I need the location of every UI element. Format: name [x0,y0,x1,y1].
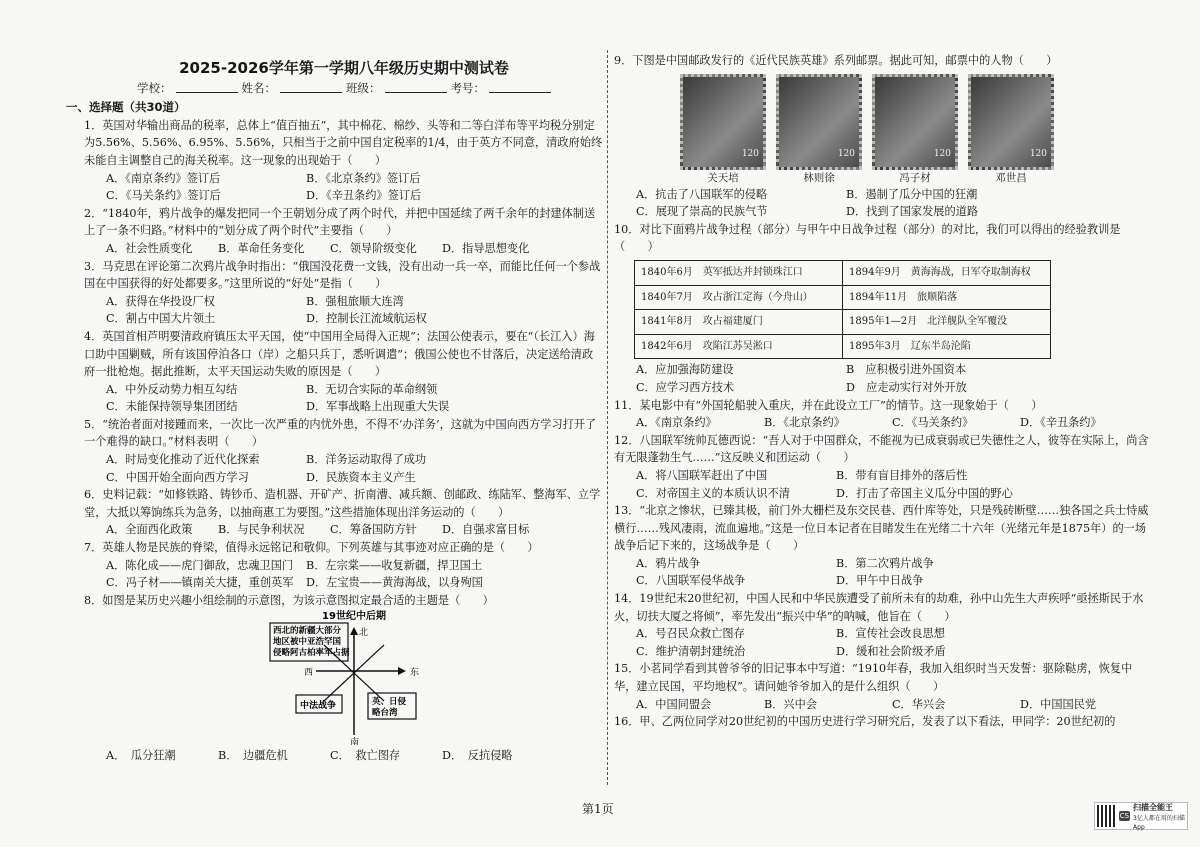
page-title: 2025-2026学年第一学期八年级历史期中测试卷 [179,59,509,77]
timeline-row [635,334,1051,359]
timeline-cell: 1895年1—2月 北洋舰队全军覆没 [843,310,1051,335]
q9-option-d[interactable]: D．找到了国家发展的道路 [846,205,979,219]
box-se-line2: 略台湾 [372,708,398,719]
q13-option-c[interactable]: C．八国联军侵华战争 [636,574,746,588]
q4-stem: 4．英国首相芦明要清政府镇压太平天国，使“中国用全局得入正规”；法国公使表示，要在“（长江入）海口助中国剿贼，所有该国停泊各口（岸）之船只兵丁，悉听调遣”；俄国公使也不甘落后，决定送给清政府一批枪炮。据此推断，太平天国运动失败的原因是（ ） [84,329,595,379]
q15-options [614,696,1154,714]
q14-option-a[interactable]: A．号召民众救亡图存 [636,627,745,641]
q10-timeline-table [634,260,1051,359]
q6-options [84,521,604,539]
q12-option-b[interactable]: B．带有盲目排外的落后性 [836,468,968,482]
school-label: 学校： [137,80,172,95]
q1-option-b[interactable]: B．《北京条约》签订后 [306,171,421,185]
q7-option-b[interactable]: B．左宗棠——收复新疆，捍卫国土 [306,558,483,572]
q13-option-a[interactable]: A．鸦片战争 [636,556,701,570]
q14-options [614,625,1154,660]
stamp-3 [872,74,958,186]
q2-options [84,240,604,258]
column-divider [607,50,608,785]
stamp-value: 120 [837,149,855,159]
q3-stem: 3．马克思在评论第二次鸦片战争时指出：“俄国没花费一文钱，没有出动一兵一卒，而能比任何一个参战国在中国获得的好处都要多。”这里所说的“好处”是指（ ） [84,259,601,291]
q11-option-c[interactable]: C．《马关条约》 [892,416,974,430]
scanner-name-text: 扫描全能王 [1133,802,1174,812]
q1-option-c[interactable]: C．《马关条约》签订后 [106,189,221,203]
q10-options [614,361,1154,396]
timeline-cell: 1840年7月 攻占浙江定海（今舟山） [635,285,843,310]
q7-option-a[interactable]: A．陈化成——虎门御敌，忠魂卫国门 [106,558,294,572]
timeline-cell: 1840年6月 英军抵达并封锁珠江口 [635,260,843,285]
label-north: 北 [359,628,369,639]
scanner-name [1133,802,1187,831]
q15-option-c[interactable]: C．华兴会 [892,697,946,711]
section-heading: 一、选择题（共30道） [66,100,186,115]
q4-option-b[interactable]: B．无切合实际的革命纲领 [306,382,438,396]
stamp-image [776,74,862,170]
q5-option-a[interactable]: A．时局变化推动了近代化探索 [106,453,260,467]
stamp-4 [968,74,1054,186]
timeline-cell: 1895年3月 辽东半岛沦陷 [843,334,1051,359]
class-label: 班级： [346,80,381,95]
stamp-1 [680,74,766,186]
q11-options [614,414,1154,432]
q8-diagram [84,609,604,745]
arrow-east [398,667,406,675]
q8-option-d[interactable]: D． 反抗侵略 [442,749,513,763]
q5-option-b[interactable]: B．洋务运动取得了成功 [306,453,427,467]
q11-stem: 11．某电影中有“外国轮船驶入重庆，并在此设立工厂”的情节。这一现象始于（ ） [614,398,1043,412]
exam-number-label: 考号： [450,80,485,95]
q15-option-a[interactable]: A．中国同盟会 [636,697,712,711]
timeline-row [635,285,1051,310]
q10-option-d[interactable]: D 应走动实行对外开放 [846,380,967,394]
timeline-cell: 1841年8月 攻占福建厦门 [635,310,843,335]
stamp-value: 120 [741,149,759,159]
timeline-row [635,260,1051,285]
q9-option-b[interactable]: B．遏制了瓜分中国的狂潮 [846,187,978,201]
right-column [614,52,1154,731]
arrow-north [350,627,358,635]
timeline-cell: 1894年9月 黄海海战，日军夺取制海权 [843,260,1051,285]
q5-option-d[interactable]: D．民族资本主义产生 [306,470,416,484]
q10-option-a[interactable]: A．应加强海防建设 [636,363,734,377]
stamp-name: 关天培 [707,171,739,184]
q5-option-c[interactable]: C．中国开始全面向西方学习 [106,470,249,484]
q1-option-a[interactable]: A．《南京条约》签订后 [106,171,221,185]
q12-stem: 12．八国联军统帅瓦德西说：“吾人对于中国群众，不能视为已成衰弱或已失德性之人，彼等在实际上，尚含有无限蓬勃生气……”这反映义和团运动（ ） [614,433,1149,465]
q11-option-b[interactable]: B．《北京条约》 [764,416,845,430]
q4-option-d[interactable]: D．军事战略上出现重大失误 [306,400,450,414]
exam-number-blank[interactable] [489,80,551,93]
q1-option-d[interactable]: D．《辛丑条约》签订后 [306,189,422,203]
q13-options [614,555,1154,590]
q14-option-d[interactable]: D．缓和社会阶级矛盾 [836,644,946,658]
stamp-value: 120 [933,149,951,159]
q6-option-d[interactable]: D．自强求富目标 [442,523,530,537]
q12-options [614,467,1154,502]
q12-option-c[interactable]: C．对帝国主义的本质认识不清 [636,486,790,500]
q1-options [84,170,604,205]
stamp-value: 120 [1029,149,1047,159]
cs-badge: CS [1119,812,1130,820]
q10-stem: 10．对比下面鸦片战争过程（部分）与甲午中日战争过程（部分）的对比，我们可以得出的经验教训是（ ） [614,222,1121,254]
q8-option-b[interactable]: B． 边疆危机 [218,749,288,763]
stamp-row [680,74,1154,186]
q13-option-d[interactable]: D．甲午中日战争 [836,574,924,588]
q11-option-a[interactable]: A．《南京条约》 [636,416,717,430]
box-se-line1: 英、日侵 [372,697,407,708]
q6-option-b[interactable]: B．与民争利状况 [218,523,305,537]
q3-options [84,293,604,328]
q6-stem: 6．史料记载：“如修铁路、铸钞币、造机器、开矿产、折南漕、减兵额、创邮政、练陆军、整海军、立学堂，大抵以筹饷练兵为急务，以抽商惠工为要图。”这些措施体现出洋务运动的（ ） [84,488,601,519]
student-info-row [84,80,604,98]
name-label: 姓名： [241,80,276,95]
page-number: 第1页 [582,802,614,816]
q15-option-b[interactable]: B．兴中会 [764,697,817,711]
q3-option-a[interactable]: A．获得在华投设厂权 [106,294,215,308]
q3-option-c[interactable]: C．割占中国大片领土 [106,312,216,326]
class-blank[interactable] [385,80,447,93]
q11-option-d[interactable]: D．《辛丑条约》 [1020,416,1102,430]
box-nw-line3: 侵略阿古柏率军占据 [273,648,350,659]
q9-stem: 9．下图是中国邮政发行的《近代民族英雄》系列邮票。据此可知，邮票中的人物（ ） [614,54,1058,67]
q7-stem: 7．英雄人物是民族的脊梁，值得永远铭记和敬仰。下列英雄与其事迹对应正确的是（ ） [84,541,539,555]
q8-option-c[interactable]: C． 救亡图存 [330,749,401,763]
q6-option-c[interactable]: C．筹备国防方针 [330,523,417,537]
timeline-cell: 1842年6月 攻陷江苏吴淞口 [635,334,843,359]
q2-option-c[interactable]: C．领导阶级变化 [330,241,417,255]
stamp-name: 邓世昌 [995,171,1027,184]
q4-options [84,381,604,416]
scanner-watermark [1094,802,1188,830]
q12-option-a[interactable]: A．将八国联军赶出了中国 [636,468,768,482]
q12-option-d[interactable]: D．打击了帝国主义瓜分中国的野心 [836,486,1013,500]
timeline-cell: 1894年11月 旅顺陷落 [843,285,1051,310]
q15-stem: 15．小茗同学看到其曾爷爷的旧记事本中写道：“1910年春，我加入组织时当天发誓：驱除鞑虏，恢复中华，建立民国，平均地权”。请问她爷爷加入的是什么组织（ ） [614,662,1133,694]
q14-stem: 14．19世纪末20世纪初，中国人民和中华民族遭受了前所未有的劫难，孙中山先生大声疾呼“亟拯斯民于水火，切扶大厦之将倾”，率先发出“振兴中华”的呐喊，他旨在（ ） [614,592,1144,623]
box-nw-line2: 地区被中亚浩罕国 [273,637,342,648]
q4-option-a[interactable]: A．中外反动势力相互勾结 [106,382,238,396]
timeline-row [635,310,1051,335]
q14-option-c[interactable]: C．维护清朝封建统治 [636,644,746,658]
scanner-sub-text: 3亿人都在用的扫描App [1133,814,1185,831]
q7-option-c[interactable]: C．冯子材——镇南关大捷，重创英军 [106,576,294,590]
q2-option-b[interactable]: B．革命任务变化 [218,241,305,255]
q7-options [84,557,604,592]
diagram-title: 19世纪中后期 [322,611,386,623]
compass-diagram [84,609,604,745]
box-sw-text: 中法战争 [300,701,337,712]
q7-option-d[interactable]: D．左宝贵——黄海海战，以身殉国 [306,576,483,590]
q8-options [84,747,604,765]
stamp-image [968,74,1054,170]
q2-stem: 2．“1840年，鸦片战争的爆发把同一个王朝划分成了两个时代，并把中国延续了两千余年的封建体制送上了一条不归路。”材料中的“划分成了两个时代”主要指（ ） [84,206,596,238]
q2-option-a[interactable]: A．社会性质变化 [106,241,193,255]
q1-stem: 1．英国对华输出商品的税率，总体上“值百抽五”，其中棉花、棉纱、头等和二等白洋布等平均税分别定为5.56%、5.56%、6.95%、5.56%，只相当于之前中国自定税率的1/4，由于英方不同意，清政府始终未能自主调整自己的海关税率。这一现象的出现始于（ ） [84,118,603,167]
q13-stem: 13．“北京之惨状，已臻其极，前门外大栅栏及东交民巷、西什库等处，只是残砖断壁……独各国之兵士恃威横行……残风凄雨，流血遍地。”这是一位日本记者在目睹发生在光绪二十六年（光绪元年是1875年）的一场战争后记下来的，这场战争是（ ） [614,504,1149,553]
q9-option-c[interactable]: C．展现了崇高的民族气节 [636,205,768,219]
q16-stem: 16．甲、乙两位同学对20世纪初的中国历史进行学习研究后，发表了以下看法，甲同学：20世纪初的 [614,715,1116,729]
q5-options [84,451,604,486]
name-blank[interactable] [280,80,342,93]
q3-option-d[interactable]: D．控制长江流域航运权 [306,312,427,326]
q13-option-b[interactable]: B．第二次鸦片战争 [836,556,934,570]
stamp-image [680,74,766,170]
left-questions [84,117,604,610]
q8-stem: 8．如图是某历史兴趣小组绘制的示意图，为该示意图拟定最合适的主题是（ ） [84,593,494,607]
stamp-name: 林则徐 [803,171,835,184]
q3-option-b[interactable]: B．强租旅顺大连湾 [306,294,404,308]
q9-options [614,186,1154,221]
q10-option-c[interactable]: C．应学习西方技术 [636,380,735,394]
stamp-name: 冯子材 [899,171,931,184]
q15-option-d[interactable]: D．中国国民党 [1020,697,1097,711]
q4-option-c[interactable]: C．未能保持领导集团团结 [106,400,238,414]
stamp-2 [776,74,862,186]
stamp-image [872,74,958,170]
q6-option-a[interactable]: A．全面西化政策 [106,523,193,537]
school-blank[interactable] [176,80,238,93]
q8-option-a[interactable]: A． 瓜分狂潮 [106,749,176,763]
label-west: 西 [304,668,314,679]
label-east: 东 [410,668,420,679]
box-nw-line1: 西北的新疆大部分 [273,626,342,637]
right-questions [614,397,1154,731]
qr-code-icon [1097,805,1116,827]
q2-option-d[interactable]: D．指导思想变化 [442,241,530,255]
q5-stem: 5．“统治者面对接踵而来，一次比一次严重的内忧外患，不得不‘办洋务’，这就为中国向西方学习打开了一个难得的缺口。”材料表明（ ） [84,417,597,449]
left-column [66,52,604,765]
q14-option-b[interactable]: B．宣传社会改良思想 [836,627,945,641]
label-south: 南 [350,738,360,746]
q9-option-a[interactable]: A．抗击了八国联军的侵略 [636,187,768,201]
q10-option-b[interactable]: B 应积极引进外国资本 [846,363,967,377]
